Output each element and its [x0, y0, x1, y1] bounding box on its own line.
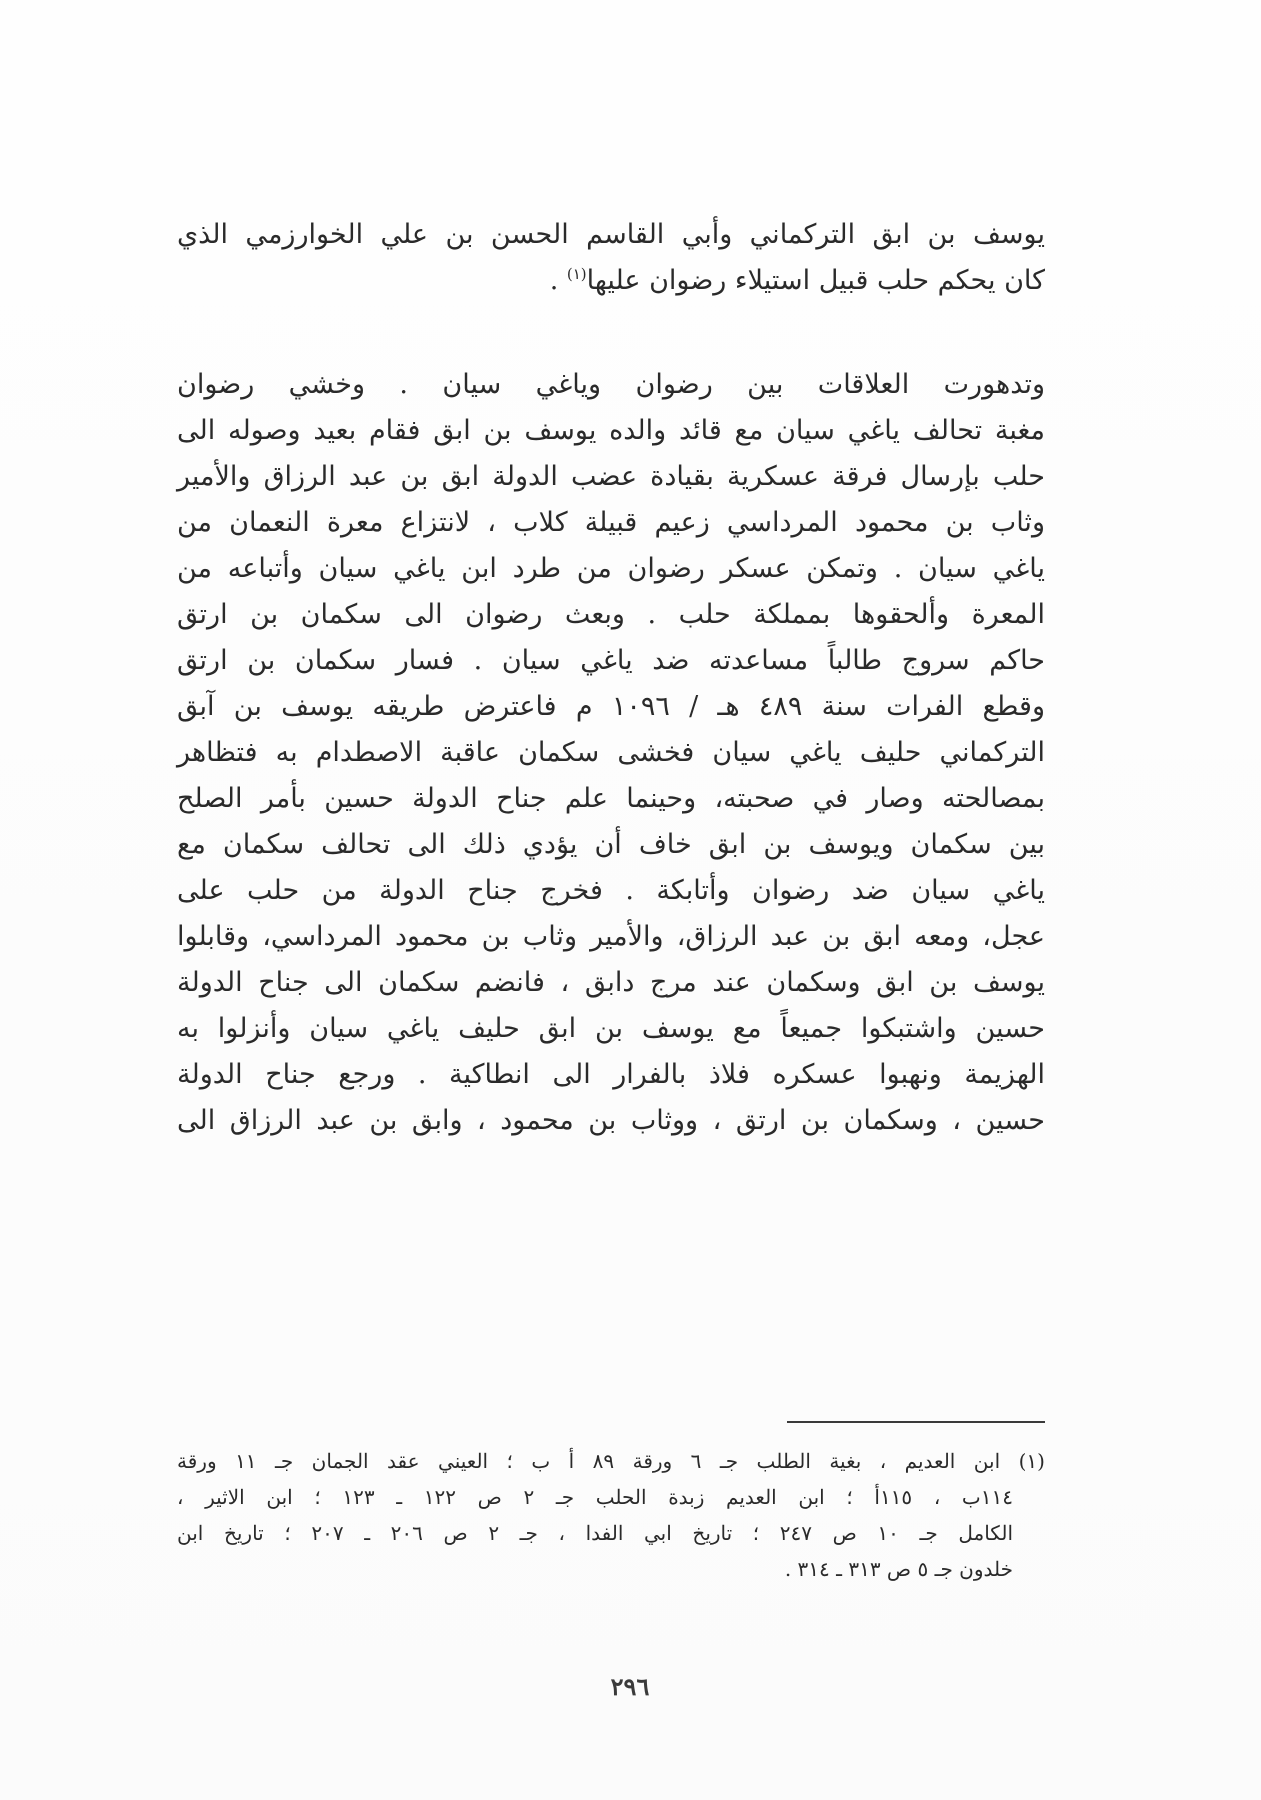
- text-line: الهزيمة ونهبوا عسكره فلاذ بالفرار الى انطاكية . ورجع جناح الدولة: [177, 1059, 1045, 1090]
- footnote-line: (١) ابن العديم ، بغية الطلب جـ ٦ ورقة ٨٩ أ ب ؛ العيني عقد الجمان جـ ١١ ورقة: [177, 1449, 1045, 1473]
- footnote-reference[interactable]: (١): [566, 265, 587, 283]
- intro-paragraph: [177, 212, 1045, 304]
- footnote-line: ١١٤ب ، ١١٥أ ؛ ابن العديم زبدة الحلب جـ ٢ ص ١٢٢ ـ ١٢٣ ؛ ابن الاثير ،: [177, 1485, 1013, 1509]
- main-paragraph: [177, 362, 1045, 1144]
- text-line: حاكم سروج طالباً مساعدته ضد ياغي سيان . فسار سكمان بن ارتق: [177, 645, 1045, 676]
- text-line: عجل، ومعه ابق بن عبد الرزاق، والأمير وثاب بن محمود المرداسي، وقابلوا: [177, 921, 1045, 952]
- text-line: التركماني حليف ياغي سيان فخشى سكمان عاقبة الاصطدام به فتظاهر: [177, 737, 1045, 768]
- text-line-content: كان يحكم حلب قبيل استيلاء رضوان عليها: [586, 265, 1045, 296]
- text-line: حسين ، وسكمان بن ارتق ، ووثاب بن محمود ، وابق بن عبد الرزاق الى: [177, 1105, 1045, 1136]
- text-line: وقطع الفرات سنة ٤٨٩ هـ / ١٠٩٦ م فاعترض طريقه يوسف بن آبق: [177, 691, 1045, 722]
- footnote-separator: [787, 1421, 1045, 1423]
- text-line: مغبة تحالف ياغي سيان مع قائد والده يوسف بن ابق فقام بعيد وصوله الى: [177, 415, 1045, 446]
- text-line: حلب بإرسال فرقة عسكرية بقيادة عضب الدولة ابق بن عبد الرزاق والأمير: [177, 461, 1045, 492]
- text-line: حسين واشتبكوا جميعاً مع يوسف بن ابق حليف ياغي سيان وأنزلوا به: [177, 1013, 1045, 1044]
- text-line: وتدهورت العلاقات بين رضوان وياغي سيان . وخشي رضوان: [177, 369, 1045, 400]
- text-line: بمصالحته وصار في صحبته، وحينما علم جناح الدولة حسين بأمر الصلح: [177, 783, 1045, 814]
- footnote-1: [177, 1443, 1045, 1587]
- footnote-line: خلدون جـ ٥ ص ٣١٣ ـ ٣١٤ .: [784, 1557, 1013, 1581]
- text-line: ياغي سيان . وتمكن عسكر رضوان من طرد ابن ياغي سيان وأتباعه من: [177, 553, 1045, 584]
- page-number: ٢٩٦: [610, 1672, 650, 1701]
- end-punctuation: .: [549, 265, 567, 296]
- text-line: ياغي سيان ضد رضوان وأتابكة . فخرج جناح الدولة من حلب على: [177, 875, 1045, 906]
- footnote-line: الكامل جـ ١٠ ص ٢٤٧ ؛ تاريخ ابي الفدا ، جـ ٢ ص ٢٠٦ ـ ٢٠٧ ؛ تاريخ ابن: [177, 1521, 1013, 1545]
- text-line: وثاب بن محمود المرداسي زعيم قبيلة كلاب ، لانتزاع معرة النعمان من: [177, 507, 1045, 538]
- text-line: [177, 258, 1045, 304]
- text-line: المعرة وألحقوها بمملكة حلب . وبعث رضوان الى سكمان بن ارتق: [177, 599, 1045, 630]
- text-line: بين سكمان ويوسف بن ابق خاف أن يؤدي ذلك الى تحالف سكمان مع: [177, 829, 1045, 860]
- footnotes: [177, 1443, 1045, 1587]
- text-line: يوسف بن ابق التركماني وأبي القاسم الحسن بن علي الخوارزمي الذي: [177, 219, 1045, 250]
- text-line: يوسف بن ابق وسكمان عند مرج دابق ، فانضم سكمان الى جناح الدولة: [177, 967, 1045, 998]
